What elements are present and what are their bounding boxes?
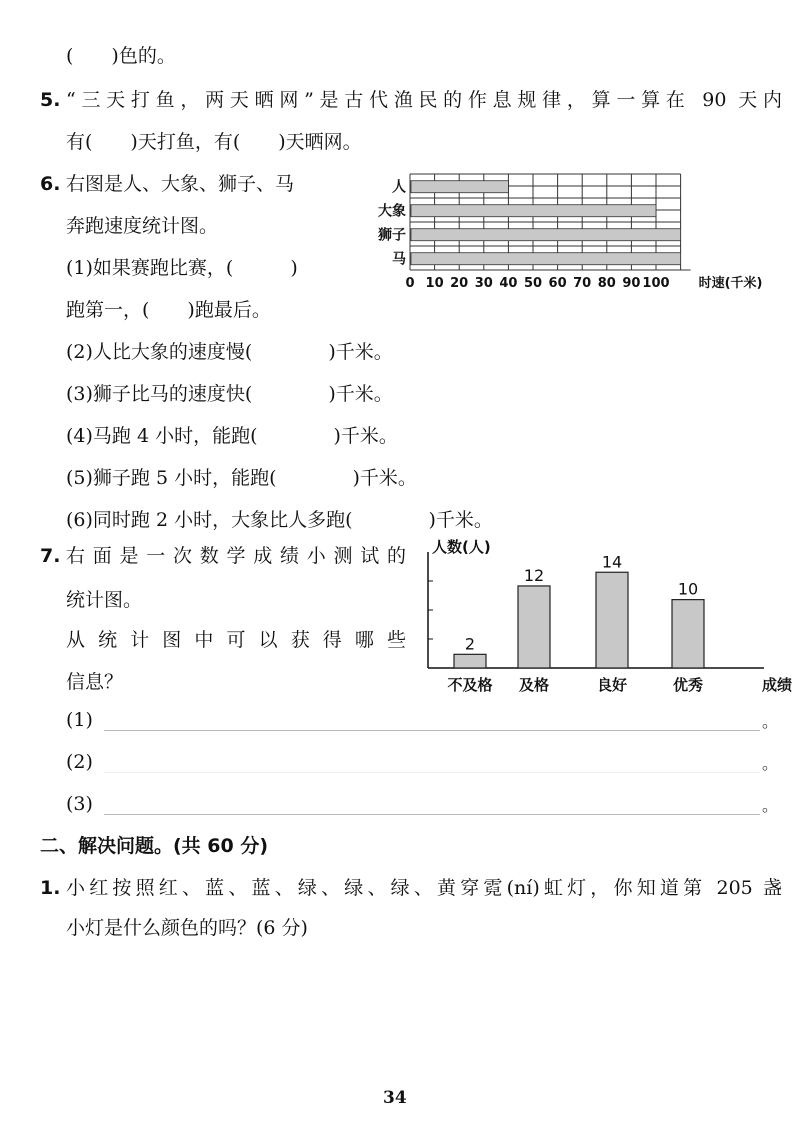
question-7-line-1: 右面是一次数学成绩小测试的	[66, 545, 406, 567]
question-6-line-2: 奔跑速度统计图。	[66, 215, 219, 237]
answer-line-1[interactable]	[104, 730, 760, 731]
tick-label: 30	[474, 276, 493, 291]
answer-label-3: (3)	[66, 793, 93, 815]
category-label: 大象	[378, 203, 406, 220]
page-number: 34	[383, 1088, 407, 1108]
y-axis-label: 人数(人)	[432, 538, 491, 556]
category-label: 狮子	[378, 227, 406, 244]
question-6-sub-1b: 跑第一，( )跑最后。	[66, 299, 271, 321]
category-label: 及格	[518, 676, 550, 694]
bar-2	[411, 229, 681, 241]
problem-1-line-2: 小灯是什么颜色的吗？(6 分)	[66, 917, 308, 939]
speed-bar-chart	[350, 166, 786, 306]
data-label: 2	[464, 634, 476, 654]
tick-label: 70	[573, 276, 592, 291]
question-6-line-1: 右图是人、大象、狮子、马	[66, 173, 295, 195]
tick-label: 10	[425, 276, 444, 291]
question-6-sub-1a: (1)如果赛跑比赛，( )	[66, 257, 298, 279]
carryover-line: ( )色的。	[66, 45, 176, 67]
answer-period-2: 。	[762, 754, 779, 773]
tick-label: 0	[405, 276, 415, 291]
data-label: 10	[677, 579, 699, 599]
answer-label-1: (1)	[66, 709, 93, 731]
tick-label: 90	[622, 276, 641, 291]
question-6-sub-3: (3)狮子比马的速度快( )千米。	[66, 383, 393, 405]
tick-label: 100	[642, 276, 670, 291]
answer-line-2[interactable]	[104, 772, 760, 773]
x-axis-label: 成绩	[762, 676, 793, 694]
tick-label: 80	[597, 276, 616, 291]
tick-label: 60	[548, 276, 567, 291]
bar-0	[454, 654, 486, 668]
question-6-sub-4: (4)马跑 4 小时，能跑( )千米。	[66, 425, 398, 447]
category-label: 不及格	[447, 676, 493, 694]
bar-3	[411, 253, 681, 265]
answer-period-1: 。	[762, 712, 779, 731]
question-7-number: 7.	[40, 545, 61, 567]
bar-1	[411, 205, 656, 217]
question-5-line-1: “三天打鱼，两天晒网”是古代渔民的作息规律，算一算在 90 天内	[66, 89, 782, 111]
bar-3	[672, 600, 704, 668]
question-7-line-3: 从统计图中可以获得哪些	[66, 629, 406, 651]
answer-line-3[interactable]	[104, 814, 760, 815]
bar-0	[411, 181, 508, 193]
bar-1	[518, 586, 550, 668]
question-5-number: 5.	[40, 89, 61, 111]
bar-2	[596, 572, 628, 668]
data-label: 14	[601, 552, 623, 572]
category-label: 人	[392, 179, 406, 196]
answer-period-3: 。	[762, 796, 779, 815]
question-5-line-2: 有( )天打鱼，有( )天晒网。	[66, 131, 362, 153]
answer-label-2: (2)	[66, 751, 93, 773]
category-label: 良好	[596, 676, 628, 694]
question-6-sub-2: (2)人比大象的速度慢( )千米。	[66, 341, 393, 363]
category-label: 优秀	[672, 676, 704, 694]
question-6-sub-5: (5)狮子跑 5 小时，能跑( )千米。	[66, 467, 417, 489]
tick-label: 20	[450, 276, 469, 291]
tick-label: 40	[499, 276, 518, 291]
question-6-number: 6.	[40, 173, 61, 195]
data-label: 12	[523, 565, 545, 585]
category-label: 马	[392, 251, 406, 268]
question-7-line-4: 信息？	[66, 671, 124, 693]
question-6-sub-6: (6)同时跑 2 小时，大象比人多跑( )千米。	[66, 509, 493, 531]
problem-1-line-1: 小红按照红、蓝、蓝、绿、绿、绿、黄穿霓(ní)虹灯，你知道第 205 盏	[66, 877, 782, 899]
problem-1-number: 1.	[40, 877, 61, 899]
x-axis-label: 时速(千米)	[698, 276, 763, 291]
tick-label: 50	[523, 276, 543, 291]
question-7-line-2: 统计图。	[66, 589, 143, 611]
score-bar-chart	[412, 538, 793, 698]
section-2-heading: 二、解决问题。(共 60 分)	[40, 835, 269, 857]
